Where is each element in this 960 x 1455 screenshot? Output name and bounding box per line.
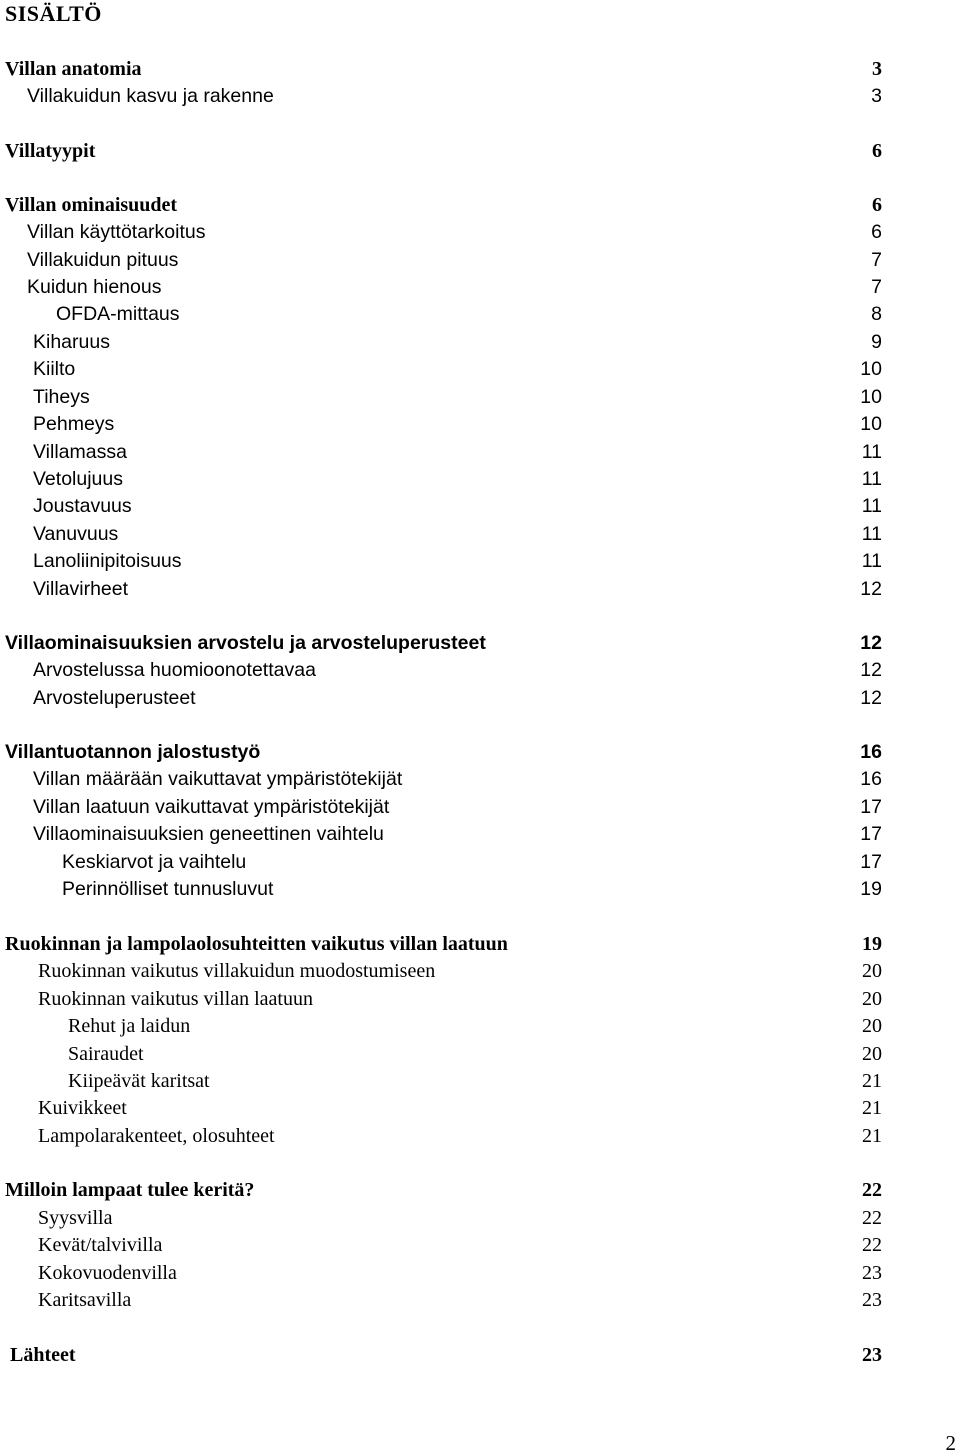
toc-entry-page: 12 bbox=[860, 659, 882, 681]
toc-entry-title: Villan käyttötarkoitus bbox=[27, 221, 206, 243]
toc-entry-title: Villaominaisuuksien arvostelu ja arvosteluperusteet bbox=[5, 632, 486, 654]
toc-entry-page: 20 bbox=[862, 1015, 882, 1037]
toc-entry-title: Kiipeävät karitsat bbox=[68, 1070, 210, 1092]
toc-entry-title: Vanuvuus bbox=[33, 523, 119, 545]
toc-entry-title: Kiilto bbox=[33, 358, 76, 380]
toc-entry bbox=[0, 219, 960, 245]
toc-entry bbox=[0, 466, 960, 492]
toc-entry-page: 12 bbox=[860, 578, 882, 600]
toc-entry-page: 20 bbox=[862, 1043, 882, 1065]
toc-entry-title: Pehmeys bbox=[33, 413, 115, 435]
toc-entry bbox=[0, 1177, 960, 1203]
toc-entry-page: 16 bbox=[860, 741, 882, 763]
toc-entry-page: 8 bbox=[871, 303, 882, 325]
toc-entry-title: Villan määrään vaikuttavat ympäristötekijät bbox=[33, 768, 403, 790]
toc-entry-page: 11 bbox=[861, 468, 882, 490]
toc-entry-title: Arvosteluperusteet bbox=[33, 687, 196, 709]
toc-entry-title: Villaominaisuuksien geneettinen vaihtelu bbox=[33, 823, 384, 845]
toc-entry-page: 12 bbox=[860, 687, 882, 709]
page-number: 2 bbox=[945, 1431, 956, 1455]
toc-entry-page: 21 bbox=[862, 1125, 882, 1147]
toc-entry-page: 10 bbox=[860, 413, 882, 435]
toc-entry bbox=[0, 301, 960, 327]
toc-entry-title: Syysvilla bbox=[38, 1207, 113, 1229]
toc-entry-page: 23 bbox=[862, 1344, 882, 1366]
toc-entry-page: 22 bbox=[862, 1207, 882, 1229]
toc-entry-title: Villatyypit bbox=[5, 140, 96, 162]
toc-entry-title: Villan anatomia bbox=[5, 58, 142, 80]
toc-entry-title: Lanoliinipitoisuus bbox=[33, 550, 182, 572]
toc-entry-page: 20 bbox=[862, 960, 882, 982]
toc-entry-title: Villavirheet bbox=[33, 578, 129, 600]
toc-entry bbox=[0, 411, 960, 437]
toc-entry-title: Villakuidun kasvu ja rakenne bbox=[27, 85, 274, 107]
toc-entry bbox=[0, 849, 960, 875]
toc-entry-title: Ruokinnan ja lampolaolosuhteitten vaikutus villan laatuun bbox=[5, 933, 508, 955]
toc-entry-title: Rehut ja laidun bbox=[68, 1015, 191, 1037]
toc-entry-page: 3 bbox=[872, 58, 882, 80]
toc-entry-title: Villakuidun pituus bbox=[27, 249, 179, 271]
toc-entry-page: 11 bbox=[861, 441, 882, 463]
toc-entry bbox=[0, 192, 960, 218]
toc-entry-page: 7 bbox=[871, 249, 882, 271]
toc-entry bbox=[0, 685, 960, 711]
toc-entry bbox=[0, 576, 960, 602]
toc-entry-title: Keskiarvot ja vaihtelu bbox=[62, 851, 247, 873]
toc-entry-page: 12 bbox=[860, 632, 882, 654]
toc-entry bbox=[0, 356, 960, 382]
toc-entry bbox=[0, 931, 960, 957]
toc-entry-title: Villamassa bbox=[33, 441, 127, 463]
toc-entry bbox=[0, 876, 960, 902]
toc-entry bbox=[0, 766, 960, 792]
toc-entry-title: Kuidun hienous bbox=[27, 276, 162, 298]
toc-entry-page: 19 bbox=[862, 933, 882, 955]
toc-entry bbox=[0, 439, 960, 465]
toc-entry-title: Karitsavilla bbox=[38, 1289, 132, 1311]
toc-entry bbox=[0, 739, 960, 765]
toc-entry bbox=[0, 384, 960, 410]
toc-entry-page: 17 bbox=[860, 796, 882, 818]
toc-entry-page: 10 bbox=[860, 386, 882, 408]
toc-entry bbox=[0, 1095, 960, 1121]
toc-entry bbox=[0, 548, 960, 574]
toc-entry bbox=[0, 329, 960, 355]
toc-entry bbox=[0, 1232, 960, 1258]
toc-entry bbox=[0, 138, 960, 164]
toc-entry-page: 22 bbox=[862, 1234, 882, 1256]
toc-entry-title: Vetolujuus bbox=[33, 468, 123, 490]
toc-entry-title: Kevät/talvivilla bbox=[38, 1234, 163, 1256]
toc-entry-title: Joustavuus bbox=[33, 495, 132, 517]
toc-entry bbox=[0, 657, 960, 683]
toc-entry bbox=[0, 274, 960, 300]
toc-entry-title: Milloin lampaat tulee keritä? bbox=[5, 1179, 255, 1201]
toc-entry-page: 11 bbox=[861, 495, 882, 517]
toc-entry-title: Villan ominaisuudet bbox=[5, 194, 178, 216]
toc-entry-title: Arvostelussa huomioonotettavaa bbox=[33, 659, 316, 681]
toc-entry bbox=[0, 794, 960, 820]
toc-entry-page: 11 bbox=[861, 523, 882, 545]
toc-entry bbox=[0, 56, 960, 82]
toc-entry bbox=[0, 958, 960, 984]
toc-entry-title: Lähteet bbox=[10, 1344, 76, 1366]
toc-entry-title: Kuivikkeet bbox=[38, 1097, 127, 1119]
toc-entry-page: 19 bbox=[860, 878, 882, 900]
page-title: SISÄLTÖ bbox=[5, 1, 102, 26]
toc-entry bbox=[0, 493, 960, 519]
toc-entry-title: Ruokinnan vaikutus villan laatuun bbox=[38, 988, 313, 1010]
toc-entry-page: 17 bbox=[860, 851, 882, 873]
toc-entry bbox=[0, 1342, 960, 1368]
toc-entry bbox=[0, 1123, 960, 1149]
toc-entry-page: 21 bbox=[862, 1070, 882, 1092]
toc-entry-page: 9 bbox=[871, 331, 882, 353]
toc-entry bbox=[0, 1068, 960, 1094]
toc-entry bbox=[0, 1287, 960, 1313]
toc-entry bbox=[0, 1205, 960, 1231]
toc-entry-page: 22 bbox=[862, 1179, 882, 1201]
toc-entry-page: 6 bbox=[872, 194, 882, 216]
toc-entry-page: 7 bbox=[871, 276, 882, 298]
toc-entry-title: Perinnölliset tunnusluvut bbox=[62, 878, 274, 900]
toc-entry bbox=[0, 247, 960, 273]
toc-entry-title: Villantuotannon jalostustyö bbox=[5, 741, 261, 763]
toc-entry bbox=[0, 986, 960, 1012]
toc-entry-title: Villan laatuun vaikuttavat ympäristötekijät bbox=[33, 796, 390, 818]
toc-entry-page: 6 bbox=[871, 221, 882, 243]
toc-entry-page: 3 bbox=[871, 85, 882, 107]
toc-entry-page: 23 bbox=[862, 1289, 882, 1311]
toc-entry-page: 17 bbox=[860, 823, 882, 845]
toc-entry-page: 6 bbox=[872, 140, 882, 162]
toc-entry-page: 23 bbox=[862, 1262, 882, 1284]
toc-entry bbox=[0, 821, 960, 847]
toc-entry-page: 20 bbox=[862, 988, 882, 1010]
toc-entry bbox=[0, 1260, 960, 1286]
toc-entry-page: 11 bbox=[861, 550, 882, 572]
toc-entry bbox=[0, 521, 960, 547]
toc-entry bbox=[0, 630, 960, 656]
toc-entry-title: Ruokinnan vaikutus villakuidun muodostumiseen bbox=[38, 960, 436, 982]
toc-entry bbox=[0, 1041, 960, 1067]
toc-entry-title: OFDA-mittaus bbox=[56, 303, 180, 325]
toc-entry-title: Kiharuus bbox=[33, 331, 110, 353]
toc-entry-title: Tiheys bbox=[33, 386, 90, 408]
toc-entry-title: Sairaudet bbox=[68, 1043, 144, 1065]
toc-entry-page: 16 bbox=[860, 768, 882, 790]
toc-entry-page: 21 bbox=[862, 1097, 882, 1119]
toc-entry bbox=[0, 1013, 960, 1039]
toc-entry-title: Kokovuodenvilla bbox=[38, 1262, 177, 1284]
toc-entry bbox=[0, 83, 960, 109]
toc-entry-title: Lampolarakenteet, olosuhteet bbox=[38, 1125, 275, 1147]
toc-entry-page: 10 bbox=[860, 358, 882, 380]
